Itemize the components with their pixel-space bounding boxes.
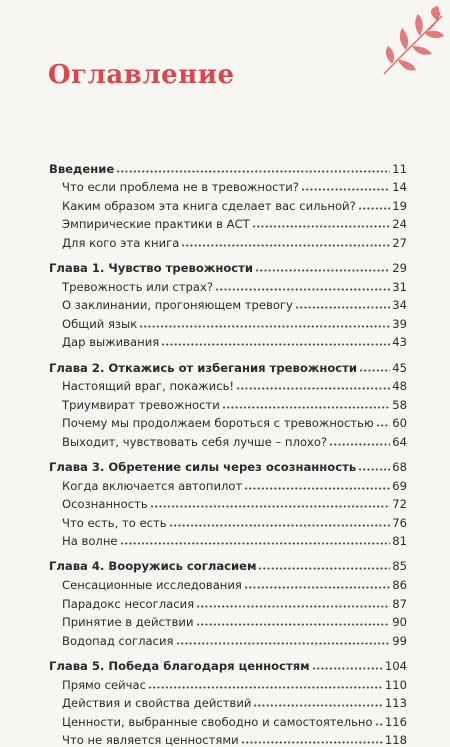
toc-entry-title: Что не является ценностями (62, 733, 239, 747)
toc-entry-title: Водопад согласия (62, 633, 174, 648)
toc-section-entry (49, 611, 407, 630)
dot-leader (120, 542, 391, 545)
toc-section-entry (49, 331, 407, 350)
toc-section-entry (49, 474, 407, 493)
toc-page-number: 104 (384, 658, 407, 673)
toc-section-entry (49, 430, 407, 449)
toc-page-number: 24 (392, 217, 407, 232)
toc-page-number: 34 (392, 298, 407, 313)
dot-leader (222, 406, 390, 409)
toc-entry-title: Принятие в действии (62, 615, 194, 630)
dot-leader (161, 343, 390, 346)
table-of-contents (49, 157, 407, 747)
dot-leader (244, 487, 390, 490)
dot-leader (252, 225, 390, 228)
dot-leader (150, 505, 391, 508)
toc-chapter-entry (49, 256, 407, 275)
toc-section-entry (49, 294, 407, 313)
toc-page-number: 39 (392, 316, 407, 331)
toc-section-entry (49, 530, 407, 549)
toc-page-number: 81 (392, 534, 407, 549)
toc-section-entry (49, 629, 407, 648)
dot-leader (181, 244, 390, 247)
toc-section-entry (49, 412, 407, 431)
toc-entry-title: Почему мы продолжаем бороться с тревожностью (62, 416, 374, 431)
toc-page-number: 48 (392, 379, 407, 394)
toc-entry-title: На волне (62, 534, 118, 549)
dot-leader (358, 207, 391, 210)
dot-leader (358, 468, 390, 471)
toc-page-number: 86 (392, 578, 407, 593)
toc-entry-title: Глава 2. Откажись от избегания тревожности (49, 360, 358, 375)
toc-section-entry (49, 710, 407, 729)
page-title: Оглавление (48, 60, 235, 90)
toc-page-number: 85 (392, 559, 407, 574)
toc-page-number: 68 (392, 460, 407, 474)
toc-page-number: 118 (384, 733, 407, 747)
dot-leader (236, 387, 390, 390)
toc-entry-title: Введение (49, 161, 115, 176)
dot-leader (196, 623, 391, 626)
toc-page-number: 99 (392, 633, 407, 648)
toc-chapter-entry (49, 356, 407, 375)
dot-leader (301, 188, 390, 191)
dot-leader (359, 369, 390, 372)
toc-page-number: 11 (392, 161, 407, 176)
dot-leader (176, 642, 391, 645)
toc-page-number: 58 (392, 397, 407, 412)
toc-entry-title: Что если проблема не в тревожности? (62, 180, 299, 195)
toc-section-entry (49, 573, 407, 592)
toc-entry-title: Прямо сейчас (62, 677, 146, 692)
toc-entry-title: Ценности, выбранные свободно и самостоятельно (62, 714, 373, 729)
toc-entry-title: Выходит, чувствовать себя лучше – плохо? (62, 434, 328, 449)
toc-page-number: 113 (384, 696, 407, 711)
toc-chapter-entry (49, 555, 407, 574)
toc-entry-title: Общий язык (62, 316, 138, 331)
dot-leader (312, 667, 383, 670)
toc-section-entry (49, 231, 407, 250)
toc-entry-title: О заклинании, прогоняющем тревогу (62, 298, 293, 313)
toc-page-number: 43 (392, 335, 407, 350)
toc-page-number: 45 (392, 360, 407, 375)
toc-entry-title: Эмпирические практики в АСТ (62, 217, 250, 232)
toc-page-number: 116 (384, 714, 407, 729)
toc-section-entry (49, 176, 407, 195)
toc-section-entry (49, 493, 407, 512)
toc-chapter-entry (49, 654, 407, 673)
toc-section-entry (49, 673, 407, 692)
toc-entry-title: Глава 1. Чувство тревожности (49, 261, 254, 276)
toc-entry-title: Глава 5. Победа благодаря ценностям (49, 658, 310, 673)
toc-entry-title: Для кого эта книга (62, 235, 180, 250)
toc-page-number: 60 (392, 416, 407, 431)
toc-entry-title: Что есть, то есть (62, 515, 167, 530)
toc-page-number: 90 (392, 615, 407, 630)
toc-section-entry (49, 511, 407, 530)
toc-entry-title: Тревожность или страх? (62, 279, 214, 294)
toc-entry-title: Каким образом эта книга сделает вас сильной? (62, 198, 356, 213)
dot-leader (139, 325, 390, 328)
toc-entry-title: Дар выживания (62, 335, 160, 350)
dot-leader (295, 306, 390, 309)
dot-leader (244, 586, 390, 589)
toc-section-entry (49, 375, 407, 394)
toc-entry-title: Триумвират тревожности (62, 397, 220, 412)
toc-page-number: 64 (392, 434, 407, 449)
toc-section-entry (49, 213, 407, 232)
toc-chapter-entry (49, 157, 407, 176)
toc-entry-title: Действия и свойства действий (62, 696, 252, 711)
toc-entry-title: Парадокс несогласия (62, 596, 195, 611)
toc-section-entry (49, 393, 407, 412)
toc-page-number: 72 (392, 497, 407, 512)
toc-entry-title: Глава 3. Обретение силы через осознанность (49, 460, 357, 474)
toc-section-entry (49, 312, 407, 331)
dot-leader (258, 567, 390, 570)
dot-leader (169, 524, 391, 527)
toc-entry-title: Сенсационные исследования (62, 578, 242, 593)
dot-leader (148, 686, 383, 689)
toc-entry-title: Когда включается автопилот (62, 478, 243, 493)
toc-page-number: 31 (392, 279, 407, 294)
toc-page-number: 14 (392, 180, 407, 195)
toc-section-entry (49, 592, 407, 611)
toc-section-entry (49, 194, 407, 213)
toc-page-number: 29 (392, 261, 407, 276)
toc-entry-title: Настоящий враг, покажись! (62, 379, 235, 394)
dot-leader (329, 443, 390, 446)
dot-leader (116, 170, 390, 173)
dot-leader (376, 424, 391, 427)
toc-section-entry (49, 275, 407, 294)
leaf-branch-icon (376, 6, 446, 78)
toc-page-number: 76 (392, 515, 407, 530)
toc-entry-title: Глава 4. Вооружись согласием (49, 559, 257, 574)
dot-leader (241, 741, 383, 744)
toc-section-entry (49, 729, 407, 747)
dot-leader (255, 269, 390, 272)
toc-page-number: 87 (392, 596, 407, 611)
toc-chapter-entry (49, 455, 407, 474)
dot-leader (253, 704, 382, 707)
dot-leader (196, 605, 390, 608)
toc-section-entry (49, 692, 407, 711)
toc-entry-title: Осознанность (62, 497, 148, 512)
toc-page-number: 69 (392, 478, 407, 493)
toc-page-number: 19 (392, 198, 407, 213)
dot-leader (375, 723, 383, 726)
toc-page-number: 110 (384, 677, 407, 692)
toc-page-number: 27 (392, 235, 407, 250)
dot-leader (215, 288, 390, 291)
